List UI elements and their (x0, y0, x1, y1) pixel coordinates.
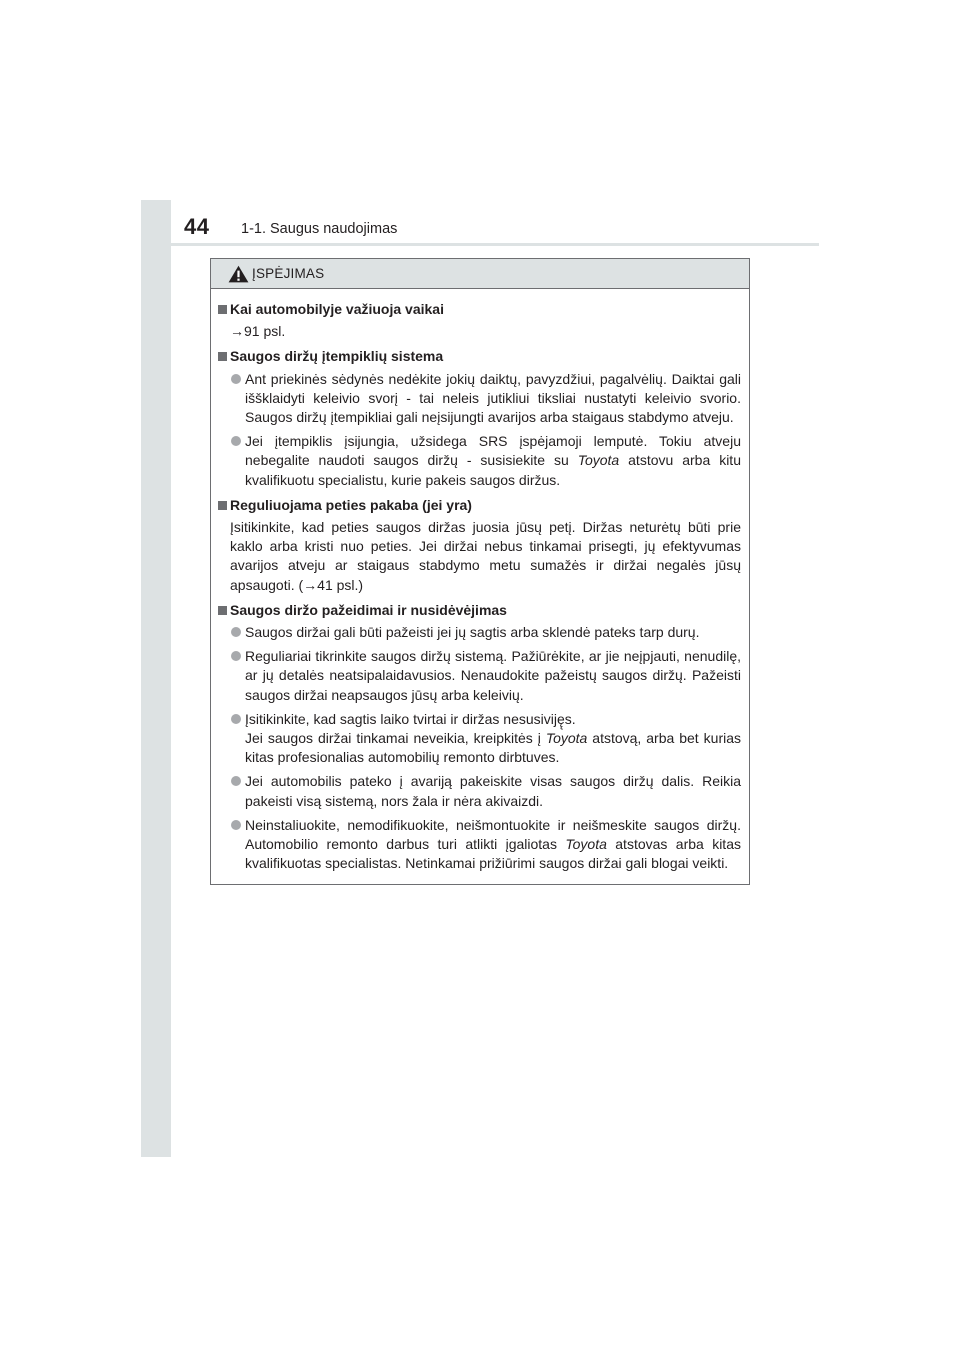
list-item (218, 370, 741, 428)
list-item (218, 647, 741, 705)
warning-header (211, 259, 749, 289)
list-item-text: Ant priekinės sėdynės nedėkite jokių daiktų, pavyzdžiui, pagalvėlių. Daiktai gali iššklaidyti keleivio svorį - tai neleis jutikliui tiksliai nustatyti keleivio svorio. Saugos diržų įtempikliai gali neįsijungti avarijos arba staigaus stabdymo atveju. (245, 370, 741, 426)
round-bullet-icon (231, 374, 241, 384)
brand-name: Toyota (565, 836, 607, 853)
list-item-text: Reguliariai tikrinkite saugos diržų sistemą. Pažiūrėkite, ar jie neįpjauti, nenudilę, ar jų detalės neatsipalaidavusios. Nenaudokite pažeistų saugos diržų. Pažeisti saugos diržai neapsaugos jūsų arba keleivių. (245, 648, 741, 703)
list-item-text: Jei įtempiklis įsijungia, užsidega SRS įspėjamoji lemputė. Tokiu atveju nebegalite naudoti saugos diržų - susisiekite su Toyota atstovu arba kitu kvalifikuotu specialistu, kurie pakeis saugos diržus. (245, 433, 741, 488)
topic-pretensioners (218, 347, 741, 489)
square-bullet-icon (218, 501, 227, 510)
brand-name: Toyota (545, 730, 588, 747)
warning-box (210, 258, 750, 885)
list-item (218, 816, 741, 874)
list-item-text: Įsitikinkite, kad sagtis laiko tvirtai ir diržas nesusiviję̨s. Jei saugos diržai tinkamai neveikia, kreipkitės į Toyota atstovą, arba bet kurias kitas profesionalias automobilių remonto dirbtuves. (245, 710, 741, 766)
topic-children (218, 300, 741, 341)
round-bullet-icon (231, 651, 241, 661)
square-bullet-icon (218, 352, 227, 361)
page-number: 44 (184, 214, 210, 239)
square-bullet-icon (218, 606, 227, 615)
list-item (218, 623, 741, 642)
list-item (218, 772, 741, 810)
warning-title: ĮSPĖJIMAS (252, 266, 325, 281)
list-item-text: Jei automobilis pateko į avariją pakeiskite visas saugos diržų dalis. Reikia pakeisti visą sistemą, nors žala ir nėra akivaizdi. (245, 773, 741, 809)
header-rule (171, 243, 819, 246)
warning-body (211, 289, 749, 873)
page-reference: →91 psl. (230, 323, 286, 340)
brand-name: Toyota (577, 452, 620, 469)
topic-text: Įsitikinkite, kad peties saugos diržas juosia jūsų petį. Diržas neturėtų būti prie kaklo arba kristi nuo peties. Jei diržai nebus tinkamai prisegti, jų efektyvumas avarijos atveju ar staigaus stabdymo metu sumažės ir diržai negalės jūsų apsaugoti. (→41 psl.) (230, 519, 741, 593)
round-bullet-icon (231, 820, 241, 830)
side-band (141, 200, 171, 1157)
list-item-text: Neinstaliuokite, nemodifikuokite, neišmontuokite ir neišmeskite saugos diržų. Automobilio remonto darbus turi atlikti įgaliotas Toyota atstovas arba kitas kvalifikuotas specialistas. Netinkamai prižiūrimi saugos diržai gali blogai veikti. (245, 816, 741, 872)
list-item (218, 432, 741, 490)
list-item-text: Saugos diržai gali būti pažeisti jei jų sagtis arba sklendė pateks tarp durų. (245, 624, 700, 641)
warning-triangle-icon (228, 265, 249, 283)
topic-heading: Saugos diržo pažeidimai ir nusidėvėjimas (230, 601, 507, 618)
round-bullet-icon (231, 627, 241, 637)
round-bullet-icon (231, 436, 241, 446)
square-bullet-icon (218, 305, 227, 314)
round-bullet-icon (231, 714, 241, 724)
topic-heading: Reguliuojama peties pakaba (jei yra) (230, 496, 472, 513)
topic-shoulder-anchor (218, 496, 741, 595)
topic-heading: Saugos diržų įtempiklių sistema (230, 348, 444, 365)
topic-damage-wear (218, 601, 741, 874)
section-title: 1-1. Saugus naudojimas (241, 221, 398, 237)
list-item (218, 710, 741, 768)
topic-heading: Kai automobilyje važiuoja vaikai (230, 301, 444, 317)
round-bullet-icon (231, 776, 241, 786)
